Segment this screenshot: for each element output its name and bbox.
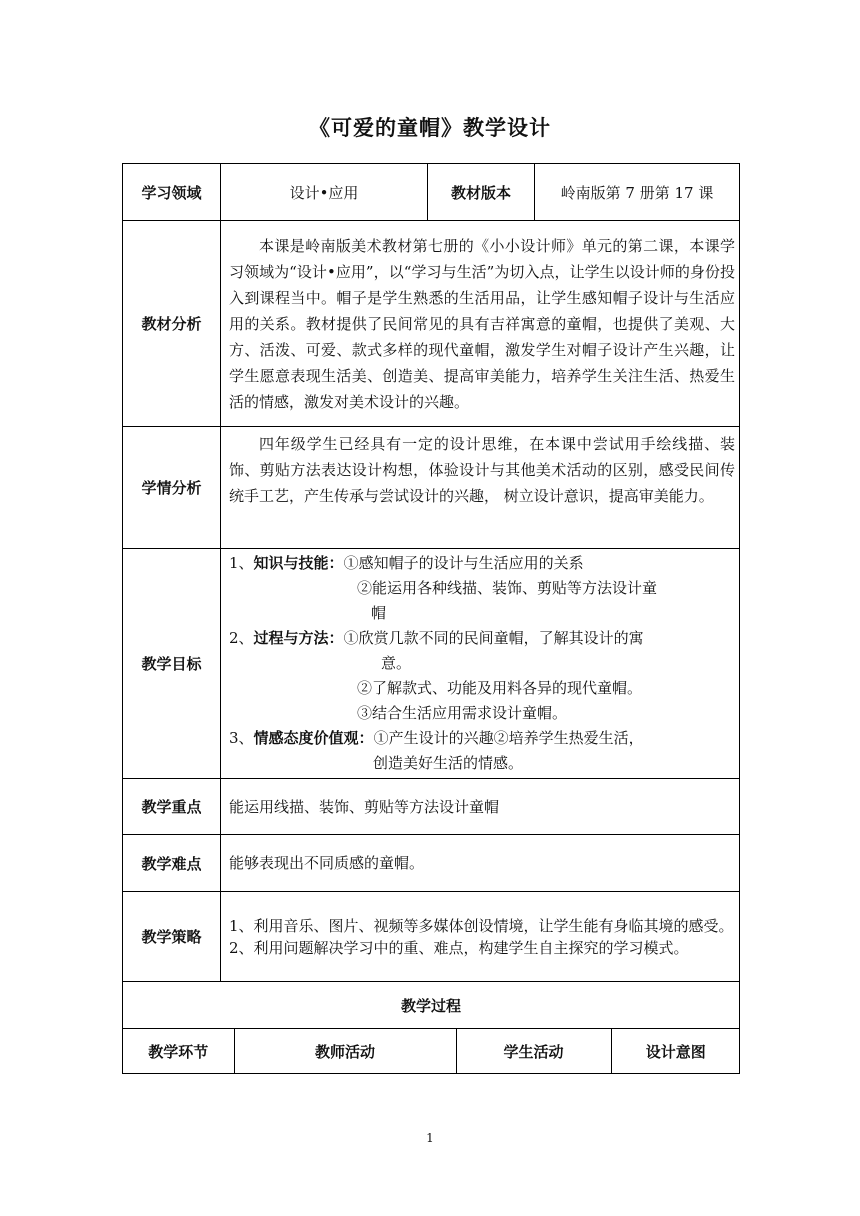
table-row-student-analysis	[123, 427, 740, 549]
objective-2-number: 2、	[229, 629, 254, 647]
table-row-material-analysis	[123, 221, 740, 427]
process-columns-table	[123, 1029, 740, 1073]
text-difficulty: 能够表现出不同质感的童帽。	[221, 835, 740, 892]
strategy-line-1: 1、利用音乐、图片、视频等多媒体创设情境，让学生能有身临其境的感受。	[229, 916, 734, 935]
objective-2a: ①欣赏几款不同的民间童帽，了解其设计的寓	[343, 629, 644, 647]
objective-3-title: 情感态度价值观：	[253, 729, 374, 747]
label-teaching-objectives: 教学目标	[123, 549, 221, 779]
table-row-process-header	[123, 982, 740, 1029]
column-header-student-activity: 学生活动	[456, 1029, 611, 1073]
value-learning-domain: 设计•应用	[221, 164, 428, 221]
document-title: 《可爱的童帽》教学设计	[309, 116, 551, 140]
column-header-stage: 教学环节	[123, 1029, 234, 1073]
objective-3-number: 3、	[229, 729, 254, 747]
text-material-analysis: 本课是岭南版美术教材第七册的《小小设计师》单元的第二课，本课学习领域为“设计•应用”，以“学习与生活”为切入点，让学生以设计师的身份投入到课程当中。帽子是学生熟悉的生活用品，让学生感知帽子设计与生活应用的关系。教材提供了民间常见的具有吉祥寓意的童帽，也提供了美观、大方、活泼、可爱、款式多样的现代童帽，激发学生对帽子设计产生兴趣，让学生愿意表现生活美、创造美、提高审美能力，培养学生关注生活、热爱生活的情感，激发对美术设计的兴趣。	[221, 221, 740, 427]
process-header: 教学过程	[123, 982, 740, 1029]
text-student-analysis: 四年级学生已经具有一定的设计思维，在本课中尝试用手绘线描、装饰、剪贴方法表达设计构想，体验设计与其他美术活动的区别，感受民间传统手工艺，产生传承与尝试设计的兴趣， 树立设计意识，提高审美能力。	[221, 427, 740, 549]
objective-1b-cont: 帽	[371, 604, 387, 622]
objective-2c: ③结合生活应用需求设计童帽。	[357, 704, 568, 722]
table-row-process-columns	[123, 1029, 740, 1074]
objectives-content	[221, 549, 740, 779]
label-textbook-edition: 教材版本	[428, 164, 535, 221]
page-number: 1	[426, 1131, 434, 1145]
label-difficulty: 教学难点	[123, 835, 221, 892]
process-columns-cell	[123, 1029, 740, 1074]
objective-1a: ①感知帽子的设计与生活应用的关系	[343, 554, 584, 572]
objective-1-title: 知识与技能：	[253, 554, 344, 572]
label-key-point: 教学重点	[123, 779, 221, 835]
objective-3a: ①产生设计的兴趣②培养学生热爱生活，	[373, 729, 644, 747]
table-row-key-point	[123, 779, 740, 835]
objective-3a-cont: 创造美好生活的情感。	[373, 754, 524, 772]
strategy-line-2: 2、利用问题解决学习中的重、难点，构建学生自主探究的学习模式。	[229, 938, 689, 957]
value-textbook-edition: 岭南版第 7 册第 17 课	[535, 164, 740, 221]
objective-2a-cont: 意。	[381, 654, 412, 672]
objective-1-number: 1、	[229, 554, 254, 572]
table-row-objectives	[123, 549, 740, 779]
table-row-strategy	[123, 892, 740, 982]
label-strategy: 教学策略	[123, 892, 221, 982]
objective-2b: ②了解款式、功能及用料各异的现代童帽。	[357, 679, 643, 697]
table-row-domain	[123, 164, 740, 221]
strategy-content	[221, 892, 740, 982]
label-material-analysis: 教材分析	[123, 221, 221, 427]
table-row-difficulty	[123, 835, 740, 892]
lesson-plan-table	[122, 163, 740, 1074]
label-learning-domain: 学习领域	[123, 164, 221, 221]
column-header-teacher-activity: 教师活动	[234, 1029, 456, 1073]
column-header-design-intent: 设计意图	[645, 1042, 706, 1061]
objective-2-title: 过程与方法：	[253, 629, 344, 647]
objective-1b: ②能运用各种线描、装饰、剪贴等方法设计童	[357, 579, 658, 597]
label-student-analysis: 学情分析	[123, 427, 221, 549]
text-key-point: 能运用线描、装饰、剪贴等方法设计童帽	[221, 779, 740, 835]
